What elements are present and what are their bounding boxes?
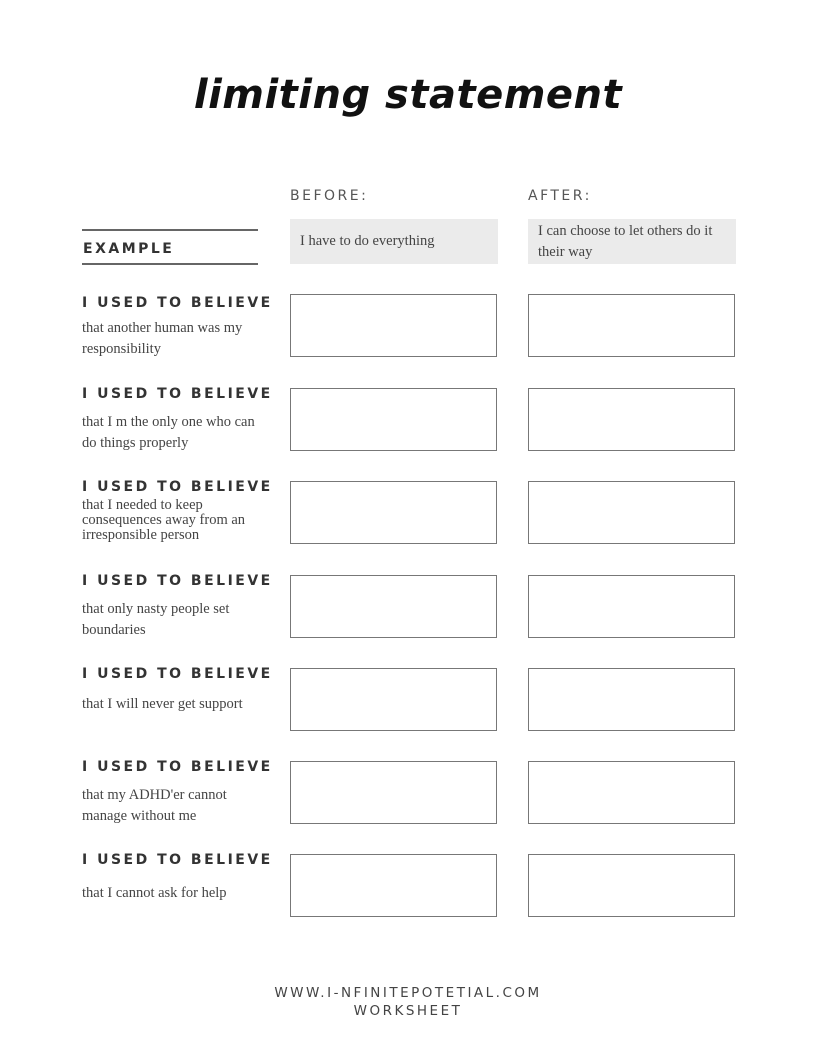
belief-row [0, 386, 816, 466]
before-input-box[interactable] [290, 481, 497, 544]
belief-label: I USED TO BELIEVE [82, 295, 273, 311]
after-input-box[interactable] [528, 761, 735, 824]
before-input-box[interactable] [290, 388, 497, 451]
belief-row [0, 573, 816, 653]
belief-text: that I m the only one who can do things properly [82, 414, 255, 451]
belief-text: that I cannot ask for help [82, 885, 227, 901]
before-input-box[interactable] [290, 575, 497, 638]
belief-text: that only nasty people set boundaries [82, 601, 230, 638]
before-input-box[interactable] [290, 668, 497, 731]
example-top-divider [82, 229, 258, 231]
before-input-box[interactable] [290, 294, 497, 357]
after-input-box[interactable] [528, 854, 735, 917]
belief-text: that another human was my responsibility [82, 320, 243, 357]
after-input-box[interactable] [528, 575, 735, 638]
example-after-box [528, 219, 736, 264]
belief-row [0, 666, 816, 746]
belief-label: I USED TO BELIEVE [82, 573, 273, 589]
example-bottom-divider [82, 263, 258, 265]
page-title: limiting statement [193, 72, 623, 118]
after-input-box[interactable] [528, 481, 735, 544]
belief-label: I USED TO BELIEVE [82, 479, 273, 495]
after-input-box[interactable] [528, 294, 735, 357]
footer-website: WWW.I-NFINITEPOTETIAL.COM [274, 985, 542, 1001]
belief-row [0, 479, 816, 559]
belief-row [0, 759, 816, 839]
belief-text: that I will never get support [82, 696, 243, 712]
after-column-heading: AFTER: [528, 188, 592, 204]
example-before-text: I have to do everything [300, 233, 435, 249]
after-input-box[interactable] [528, 388, 735, 451]
belief-label: I USED TO BELIEVE [82, 852, 273, 868]
belief-label: I USED TO BELIEVE [82, 666, 273, 682]
belief-label: I USED TO BELIEVE [82, 386, 273, 402]
example-after-text: I can choose to let others do it their way [538, 222, 713, 260]
belief-row [0, 295, 816, 375]
before-input-box[interactable] [290, 854, 497, 917]
before-column-heading: BEFORE: [290, 188, 369, 204]
belief-text: that I needed to keep consequences away from an irresponsible person [82, 497, 246, 543]
before-input-box[interactable] [290, 761, 497, 824]
after-input-box[interactable] [528, 668, 735, 731]
belief-label: I USED TO BELIEVE [82, 759, 273, 775]
belief-row [0, 852, 816, 932]
footer-worksheet-label: WORKSHEET [353, 1003, 463, 1019]
example-label: EXAMPLE [83, 241, 175, 257]
example-before-box [290, 219, 498, 264]
belief-text: that my ADHD'er cannot manage without me [82, 787, 227, 824]
